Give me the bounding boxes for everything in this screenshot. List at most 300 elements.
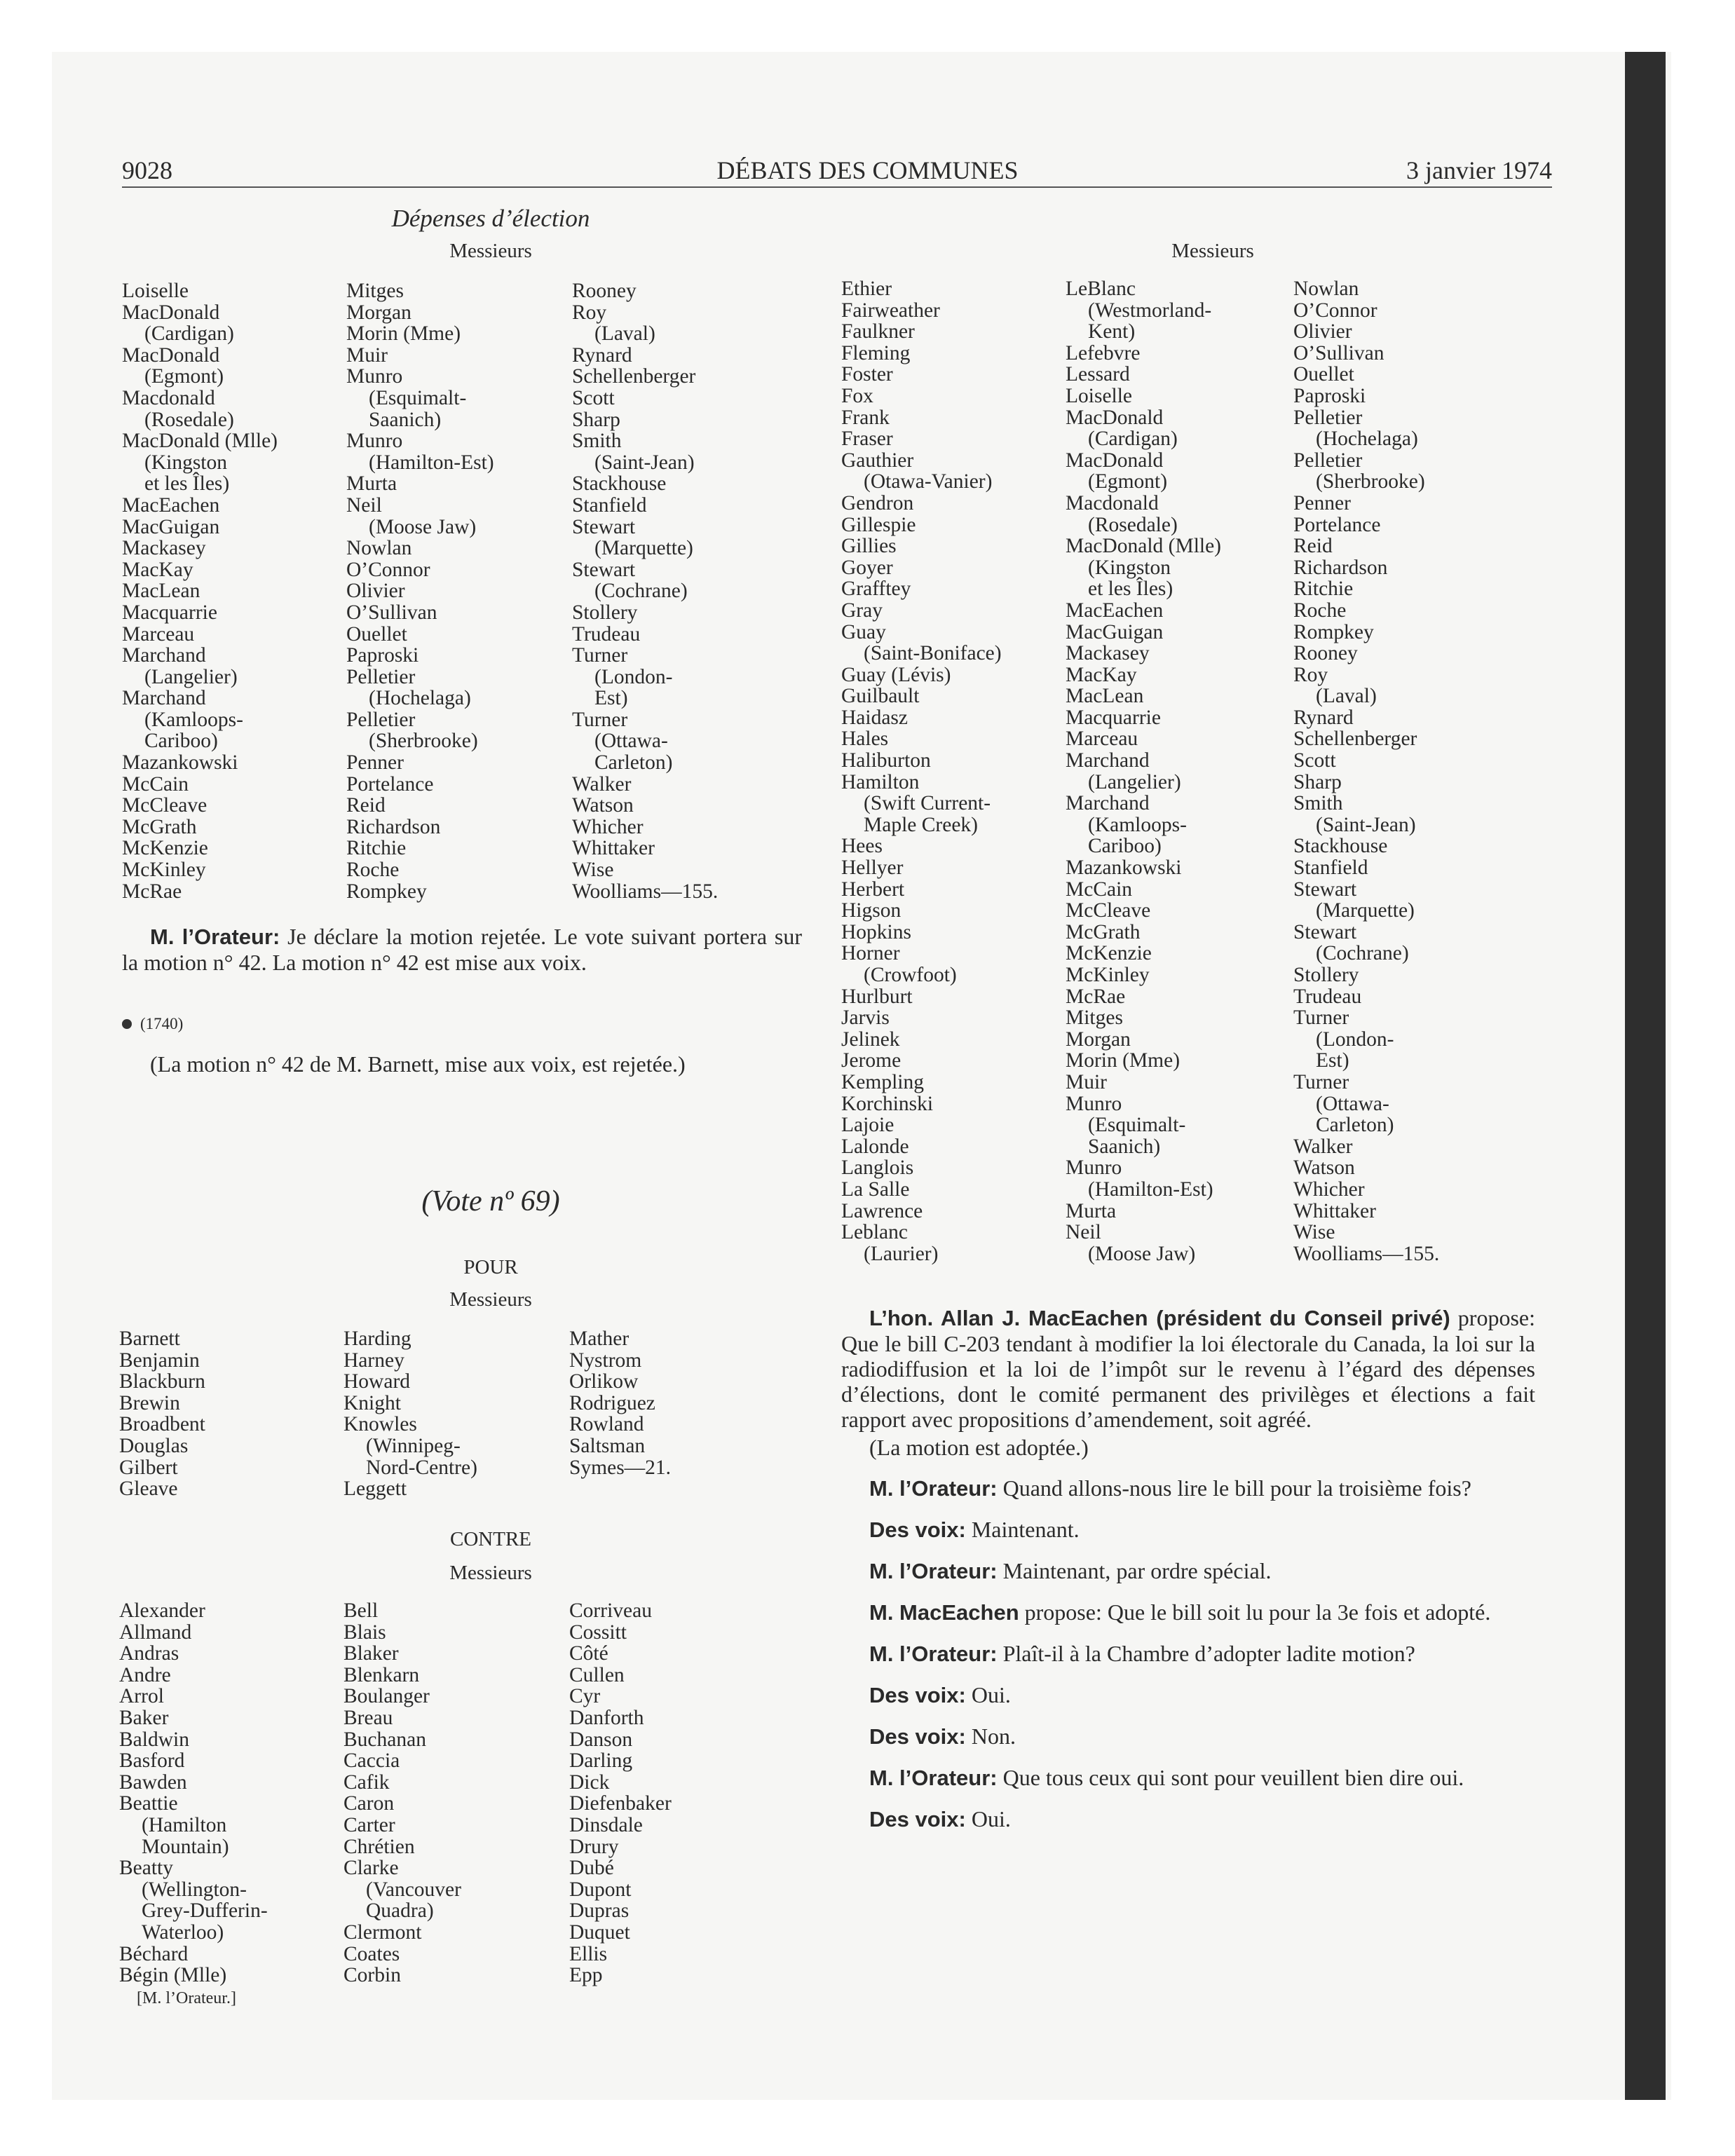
member-name: Alexander <box>119 1599 205 1622</box>
speech-text: Oui. <box>971 1806 1011 1831</box>
member-name: Quadra) <box>366 1899 434 1923</box>
member-name: Carter <box>343 1813 395 1836</box>
member-name: Richardson <box>1293 556 1388 579</box>
member-name: (Esquimalt- <box>369 386 467 409</box>
member-name: Darling <box>569 1749 633 1773</box>
member-name: Andre <box>119 1663 171 1686</box>
member-name: Blaker <box>343 1642 399 1665</box>
member-name: Danson <box>569 1728 633 1751</box>
member-name: (Egmont) <box>144 365 224 388</box>
member-name: (Moose Jaw) <box>369 515 477 538</box>
member-name: Corbin <box>343 1964 401 1987</box>
member-name: Faulkner <box>841 320 915 343</box>
member-name: Maple Creek) <box>864 813 978 836</box>
member-name: Chrétien <box>343 1835 415 1858</box>
name-column <box>122 280 278 902</box>
member-name: Lessard <box>1066 363 1130 386</box>
member-name: (Ottawa- <box>594 730 668 753</box>
messieurs-heading-left: Messieurs <box>449 240 532 262</box>
member-name: Nowlan <box>346 537 412 560</box>
member-name: Rynard <box>1293 706 1354 729</box>
member-name: Fairweather <box>841 299 940 322</box>
member-name: Ouellet <box>346 622 407 646</box>
speech-paragraph <box>841 1724 1535 1749</box>
member-name: Horner <box>841 942 900 965</box>
member-name: Cyr <box>569 1685 601 1708</box>
member-name: (Saint-Boniface) <box>864 642 1002 665</box>
member-name: Paproski <box>1293 384 1366 407</box>
member-name: McKenzie <box>122 837 208 860</box>
member-name: Mountain) <box>142 1835 229 1858</box>
messieurs-heading: Messieurs <box>449 1288 532 1311</box>
member-name: Brewin <box>119 1391 180 1414</box>
member-name: Clarke <box>343 1857 399 1880</box>
member-name: (Sherbrooke) <box>1316 470 1425 493</box>
member-name: Andras <box>119 1642 179 1665</box>
member-name: Olivier <box>346 580 405 603</box>
member-name: Ethier <box>841 278 892 300</box>
member-name: Stanfield <box>1293 857 1368 880</box>
member-name: Macquarrie <box>1066 706 1161 729</box>
member-name: Clermont <box>343 1920 422 1944</box>
section-title: Dépenses d’élection <box>391 205 590 232</box>
member-name: Goyer <box>841 556 893 579</box>
member-name: Grey-Dufferin- <box>142 1899 268 1923</box>
member-name: Gilbert <box>119 1456 178 1479</box>
member-name: (Laurier) <box>864 1242 939 1265</box>
member-name: Coates <box>343 1942 400 1965</box>
member-name: Est) <box>594 687 628 710</box>
member-name: (Rosedale) <box>1088 513 1178 536</box>
speaker-name: Des voix: <box>869 1807 966 1831</box>
member-name: (Kamloops- <box>1088 813 1187 836</box>
contre-heading: CONTRE <box>450 1528 531 1550</box>
member-name: Foster <box>841 363 893 386</box>
right-prose-section <box>841 1305 1535 1848</box>
member-name: (Egmont) <box>1088 470 1168 493</box>
member-name: Saanich) <box>1088 1135 1161 1158</box>
name-column <box>572 280 718 902</box>
pour-heading: POUR <box>463 1256 518 1278</box>
member-name: Rowland <box>569 1413 644 1436</box>
member-name: Roche <box>346 859 400 882</box>
time-marker: (1740) <box>122 1015 183 1033</box>
member-name: MacDonald (Mlle) <box>122 430 278 453</box>
member-name: MacDonald <box>122 343 220 367</box>
member-name: MacLean <box>122 580 200 603</box>
member-name: Hellyer <box>841 857 904 880</box>
member-name: Mackasey <box>122 537 206 560</box>
speech-text: Quand allons-nous lire le bill pour la troisième fois? <box>1002 1475 1471 1501</box>
member-name: Trudeau <box>572 622 641 646</box>
member-name: Roy <box>1293 663 1328 686</box>
member-name: Baldwin <box>119 1728 189 1751</box>
member-name: Harney <box>343 1349 404 1372</box>
member-name: Korchinski <box>841 1092 934 1115</box>
member-name: Trudeau <box>1293 985 1362 1008</box>
member-name: (Hochelaga) <box>369 687 471 710</box>
member-name: Portelance <box>346 772 434 796</box>
member-name: Blais <box>343 1621 386 1644</box>
member-name: MacGuigan <box>1066 620 1164 643</box>
member-name: McCain <box>1066 878 1133 901</box>
speech-text: Maintenant. <box>971 1517 1080 1542</box>
member-name: Pelletier <box>1293 406 1363 429</box>
page-title: DÉBATS DES COMMUNES <box>716 156 1019 184</box>
member-name: Douglas <box>119 1434 189 1457</box>
member-name: Harding <box>343 1328 411 1350</box>
name-column <box>343 1600 461 1986</box>
member-name: Symes—21. <box>569 1456 672 1479</box>
member-name: Langlois <box>841 1157 914 1180</box>
member-name: MacDonald (Mlle) <box>1066 535 1221 558</box>
member-name: (Vancouver <box>366 1878 461 1901</box>
member-name: Beattie <box>119 1792 178 1815</box>
speech-text: Non. <box>971 1724 1016 1749</box>
member-name: Gendron <box>841 491 914 514</box>
member-name: Leblanc <box>841 1221 908 1244</box>
speech-paragraph <box>841 1475 1535 1501</box>
member-name: Danforth <box>569 1706 644 1729</box>
member-name: Smith <box>572 430 622 453</box>
member-name: Roy <box>572 301 607 324</box>
member-name: Orlikow <box>569 1370 639 1393</box>
speaker-name: Des voix: <box>869 1517 966 1542</box>
member-name: Richardson <box>346 815 441 838</box>
member-name: Turner <box>572 708 628 731</box>
member-name: Cossitt <box>569 1621 627 1644</box>
member-name: Knowles <box>343 1413 417 1436</box>
member-name: Haliburton <box>841 749 931 772</box>
member-name: Scott <box>572 386 615 409</box>
member-name: Paproski <box>346 644 419 667</box>
member-name: Muir <box>1066 1070 1107 1093</box>
member-name: Stanfield <box>572 493 647 517</box>
member-name: Whicher <box>1293 1178 1365 1201</box>
member-name: Munro <box>346 430 403 453</box>
member-name: Ellis <box>569 1942 608 1965</box>
member-name: Grafftey <box>841 578 911 601</box>
member-name: Fox <box>841 384 873 407</box>
member-name: Mitges <box>1066 1007 1123 1030</box>
member-name: McRae <box>122 880 182 903</box>
member-name: Walker <box>572 772 632 796</box>
member-name: Saanich) <box>369 408 442 431</box>
member-name: (Laval) <box>594 322 655 346</box>
member-name: Cariboo) <box>144 730 218 753</box>
member-name: Arrol <box>119 1685 164 1708</box>
member-name: Boulanger <box>343 1685 430 1708</box>
footer-note: [M. l’Orateur.] <box>137 1989 236 2007</box>
speaker-name: Des voix: <box>869 1683 966 1707</box>
member-name: Blackburn <box>119 1370 205 1393</box>
speaker-name: M. l’Orateur: <box>869 1642 998 1666</box>
member-name: Dupras <box>569 1899 630 1923</box>
member-name: Schellenberger <box>572 365 696 388</box>
speaker-name: M. l’Orateur: <box>869 1559 998 1583</box>
member-name: Marchand <box>122 687 206 710</box>
speech-text: Que tous ceux qui sont pour veuillent bien dire oui. <box>1002 1765 1464 1790</box>
member-name: Mitges <box>346 280 404 302</box>
speech-paragraph <box>841 1599 1535 1625</box>
member-name: Cariboo) <box>1088 835 1162 858</box>
member-name: Haidasz <box>841 706 909 729</box>
speech-text: Maintenant, par ordre spécial. <box>1002 1558 1272 1583</box>
member-name: MacDonald <box>1066 449 1164 472</box>
member-name: Marchand <box>122 644 206 667</box>
member-name: Dick <box>569 1770 610 1794</box>
member-name: Dupont <box>569 1878 632 1901</box>
member-name: Sharp <box>1293 770 1342 793</box>
speech-text: (La motion est adoptée.) <box>869 1435 1089 1460</box>
scan-binding-edge <box>1625 52 1666 2100</box>
member-name: Stewart <box>572 515 636 538</box>
member-name: O’Sullivan <box>1293 341 1384 364</box>
member-name: (Marquette) <box>1316 899 1415 922</box>
member-name: (Cochrane) <box>1316 942 1409 965</box>
member-name: Stewart <box>1293 920 1357 943</box>
member-name: Loiselle <box>122 280 189 302</box>
member-name: (Laval) <box>1316 685 1377 708</box>
member-name: Nowlan <box>1293 278 1359 300</box>
member-name: (Esquimalt- <box>1088 1114 1186 1137</box>
member-name: Macdonald <box>1066 491 1159 514</box>
member-name: Olivier <box>1293 320 1352 343</box>
vote-title: (Vote nº 69) <box>421 1185 560 1217</box>
member-name: Macdonald <box>122 386 215 409</box>
member-name: Herbert <box>841 878 905 901</box>
speech-text: propose: Que le bill C-203 tendant à modifier la loi électorale du Canada, la loi sur la radiodiffusion et la loi de l’impôt sur le revenu à l’égard des dépenses d’élections, dont le comité permanent des privilèges et élections a fait rapport avec propositions d’amendement, soit agréé. <box>841 1305 1535 1432</box>
speaker-name: L’hon. Allan J. MacEachen (président du Conseil privé) <box>869 1306 1450 1330</box>
member-name: Hales <box>841 728 889 751</box>
speech-paragraph <box>841 1305 1535 1432</box>
member-name: Bawden <box>119 1770 187 1794</box>
speech-paragraph <box>841 1806 1535 1832</box>
member-name: Epp <box>569 1964 603 1987</box>
member-name: Ouellet <box>1293 363 1354 386</box>
member-name: (Kamloops- <box>144 708 243 731</box>
member-name: MacDonald <box>122 301 220 324</box>
member-name: (Hamilton <box>142 1813 227 1836</box>
member-name: Howard <box>343 1370 411 1393</box>
member-name: (Hamilton-Est) <box>1088 1178 1213 1201</box>
member-name: et les Îles) <box>144 472 230 496</box>
member-name: Duquet <box>569 1920 630 1944</box>
member-name: (Langelier) <box>1088 770 1181 793</box>
member-name: Whicher <box>572 815 644 838</box>
member-name: Woolliams—155. <box>1293 1242 1440 1265</box>
member-name: Hurlburt <box>841 985 913 1008</box>
member-name: Fleming <box>841 341 911 364</box>
member-name: Wise <box>572 859 614 882</box>
member-name: Diefenbaker <box>569 1792 672 1815</box>
page-date: 3 janvier 1974 <box>1406 156 1552 184</box>
name-column <box>569 1328 671 1478</box>
member-name: Gillespie <box>841 513 916 536</box>
member-name: Jarvis <box>841 1007 890 1030</box>
member-name: Bell <box>343 1599 379 1622</box>
member-name: Fraser <box>841 428 893 451</box>
member-name: Stackhouse <box>1293 835 1388 858</box>
speech-text: Oui. <box>971 1682 1011 1707</box>
member-name: Penner <box>346 751 404 775</box>
speech-text: Je déclare la motion rejetée. Le vote suivant portera sur la motion n° 42. La motion n° 42 est mise aux voix. <box>122 924 802 975</box>
member-name: Reid <box>346 794 386 817</box>
member-name: Hamilton <box>841 770 920 793</box>
member-name: Penner <box>1293 491 1351 514</box>
member-name: Buchanan <box>343 1728 426 1751</box>
member-name: (Winnipeg- <box>366 1434 461 1457</box>
member-name: Woolliams—155. <box>572 880 719 903</box>
member-name: Breau <box>343 1706 393 1729</box>
member-name: (Rosedale) <box>144 408 234 431</box>
member-name: Rynard <box>572 343 632 367</box>
messieurs-heading: Messieurs <box>449 1562 532 1584</box>
member-name: Marceau <box>122 622 195 646</box>
member-name: Rompkey <box>346 880 427 903</box>
header-rule <box>122 186 1552 188</box>
member-name: (Kingston <box>144 451 227 474</box>
member-name: O’Connor <box>1293 299 1377 322</box>
member-name: MacEachen <box>122 493 220 517</box>
member-name: Jelinek <box>841 1028 900 1051</box>
member-name: Guilbault <box>841 685 920 708</box>
member-name: Blenkarn <box>343 1663 420 1686</box>
member-name: (Langelier) <box>144 665 238 688</box>
member-name: Jerome <box>841 1049 901 1072</box>
member-name: Nord-Centre) <box>366 1456 477 1479</box>
member-name: Frank <box>841 406 890 429</box>
member-name: Smith <box>1293 792 1343 815</box>
member-name: Murta <box>1066 1199 1117 1222</box>
member-name: Rooney <box>572 280 637 302</box>
bullet-icon <box>122 1019 132 1029</box>
member-name: Morgan <box>1066 1028 1131 1051</box>
member-name: Basford <box>119 1749 185 1773</box>
member-name: Muir <box>346 343 388 367</box>
member-name: Watson <box>572 794 634 817</box>
member-name: LeBlanc <box>1066 278 1136 300</box>
member-name: Morin (Mme) <box>346 322 461 346</box>
member-name: Rooney <box>1293 642 1358 665</box>
member-name: Marceau <box>1066 728 1138 751</box>
member-name: Hees <box>841 835 883 858</box>
name-column <box>841 278 1002 1264</box>
member-name: Wise <box>1293 1221 1335 1244</box>
member-name: Scott <box>1293 749 1336 772</box>
name-column <box>1293 278 1439 1264</box>
member-name: Gray <box>841 599 883 622</box>
member-name: Beatty <box>119 1857 174 1880</box>
member-name: Lalonde <box>841 1135 909 1158</box>
member-name: (Cochrane) <box>594 580 688 603</box>
member-name: Neil <box>1066 1221 1101 1244</box>
rejected-paragraph: (La motion n° 42 de M. Barnett, mise aux voix, est rejetée.) <box>150 1051 686 1077</box>
member-name: (Wellington- <box>142 1878 247 1901</box>
member-name: Guay <box>841 620 886 643</box>
member-name: Kempling <box>841 1070 924 1093</box>
member-name: (Otawa-Vanier) <box>864 470 993 493</box>
member-name: Dubé <box>569 1857 614 1880</box>
member-name: MacDonald <box>1066 406 1164 429</box>
member-name: McCain <box>122 772 189 796</box>
member-name: McRae <box>1066 985 1126 1008</box>
member-name: Lajoie <box>841 1114 894 1137</box>
member-name: (Moose Jaw) <box>1088 1242 1196 1265</box>
member-name: (Hamilton-Est) <box>369 451 494 474</box>
member-name: Gauthier <box>841 449 914 472</box>
member-name: Pelletier <box>1293 449 1363 472</box>
member-name: MacEachen <box>1066 599 1164 622</box>
member-name: MacGuigan <box>122 515 220 538</box>
member-name: (Kingston <box>1088 556 1171 579</box>
member-name: McCleave <box>122 794 207 817</box>
member-name: MacKay <box>1066 663 1137 686</box>
member-name: (London- <box>1316 1028 1394 1051</box>
speech-paragraph <box>841 1641 1535 1667</box>
member-name: McCleave <box>1066 899 1151 922</box>
speech-paragraph <box>841 1517 1535 1543</box>
member-name: O’Sullivan <box>346 601 437 624</box>
member-name: Rodriguez <box>569 1391 655 1414</box>
member-name: Waterloo) <box>142 1920 224 1944</box>
member-name: Marchand <box>1066 749 1150 772</box>
member-name: Guay (Lévis) <box>841 663 951 686</box>
member-name: Kent) <box>1088 320 1136 343</box>
member-name: (Cardigan) <box>1088 428 1178 451</box>
speaker-name: Des voix: <box>869 1724 966 1749</box>
name-column <box>569 1600 672 1986</box>
member-name: Allmand <box>119 1621 192 1644</box>
member-name: Côté <box>569 1642 608 1665</box>
member-name: Turner <box>1293 1007 1349 1030</box>
member-name: Turner <box>572 644 628 667</box>
member-name: Marchand <box>1066 792 1150 815</box>
member-name: Mazankowski <box>1066 857 1182 880</box>
speaker-name: M. l’Orateur: <box>869 1766 998 1790</box>
member-name: Ritchie <box>346 837 407 860</box>
member-name: Higson <box>841 899 901 922</box>
member-name: (Ottawa- <box>1316 1092 1389 1115</box>
member-name: Stewart <box>1293 878 1357 901</box>
member-name: Roche <box>1293 599 1347 622</box>
name-column <box>1066 278 1221 1264</box>
member-name: Lawrence <box>841 1199 923 1222</box>
member-name: O’Connor <box>346 558 430 581</box>
member-name: Mather <box>569 1328 630 1350</box>
name-column <box>346 280 494 902</box>
member-name: (Saint-Jean) <box>594 451 695 474</box>
member-name: McKinley <box>1066 964 1150 986</box>
member-name: (Swift Current- <box>864 792 991 815</box>
member-name: Cullen <box>569 1663 625 1686</box>
member-name: McGrath <box>122 815 197 838</box>
member-name: Morgan <box>346 301 411 324</box>
member-name: Whittaker <box>572 837 655 860</box>
member-name: Leggett <box>343 1478 407 1501</box>
member-name: Caccia <box>343 1749 400 1773</box>
member-name: Neil <box>346 493 382 517</box>
member-name: McGrath <box>1066 920 1141 943</box>
member-name: Pelletier <box>346 665 416 688</box>
member-name: Mackasey <box>1066 642 1150 665</box>
member-name: Macquarrie <box>122 601 217 624</box>
member-name: Morin (Mme) <box>1066 1049 1181 1072</box>
member-name: Béchard <box>119 1942 189 1965</box>
member-name: Walker <box>1293 1135 1353 1158</box>
member-name: Drury <box>569 1835 619 1858</box>
page-number: 9028 <box>122 156 172 184</box>
